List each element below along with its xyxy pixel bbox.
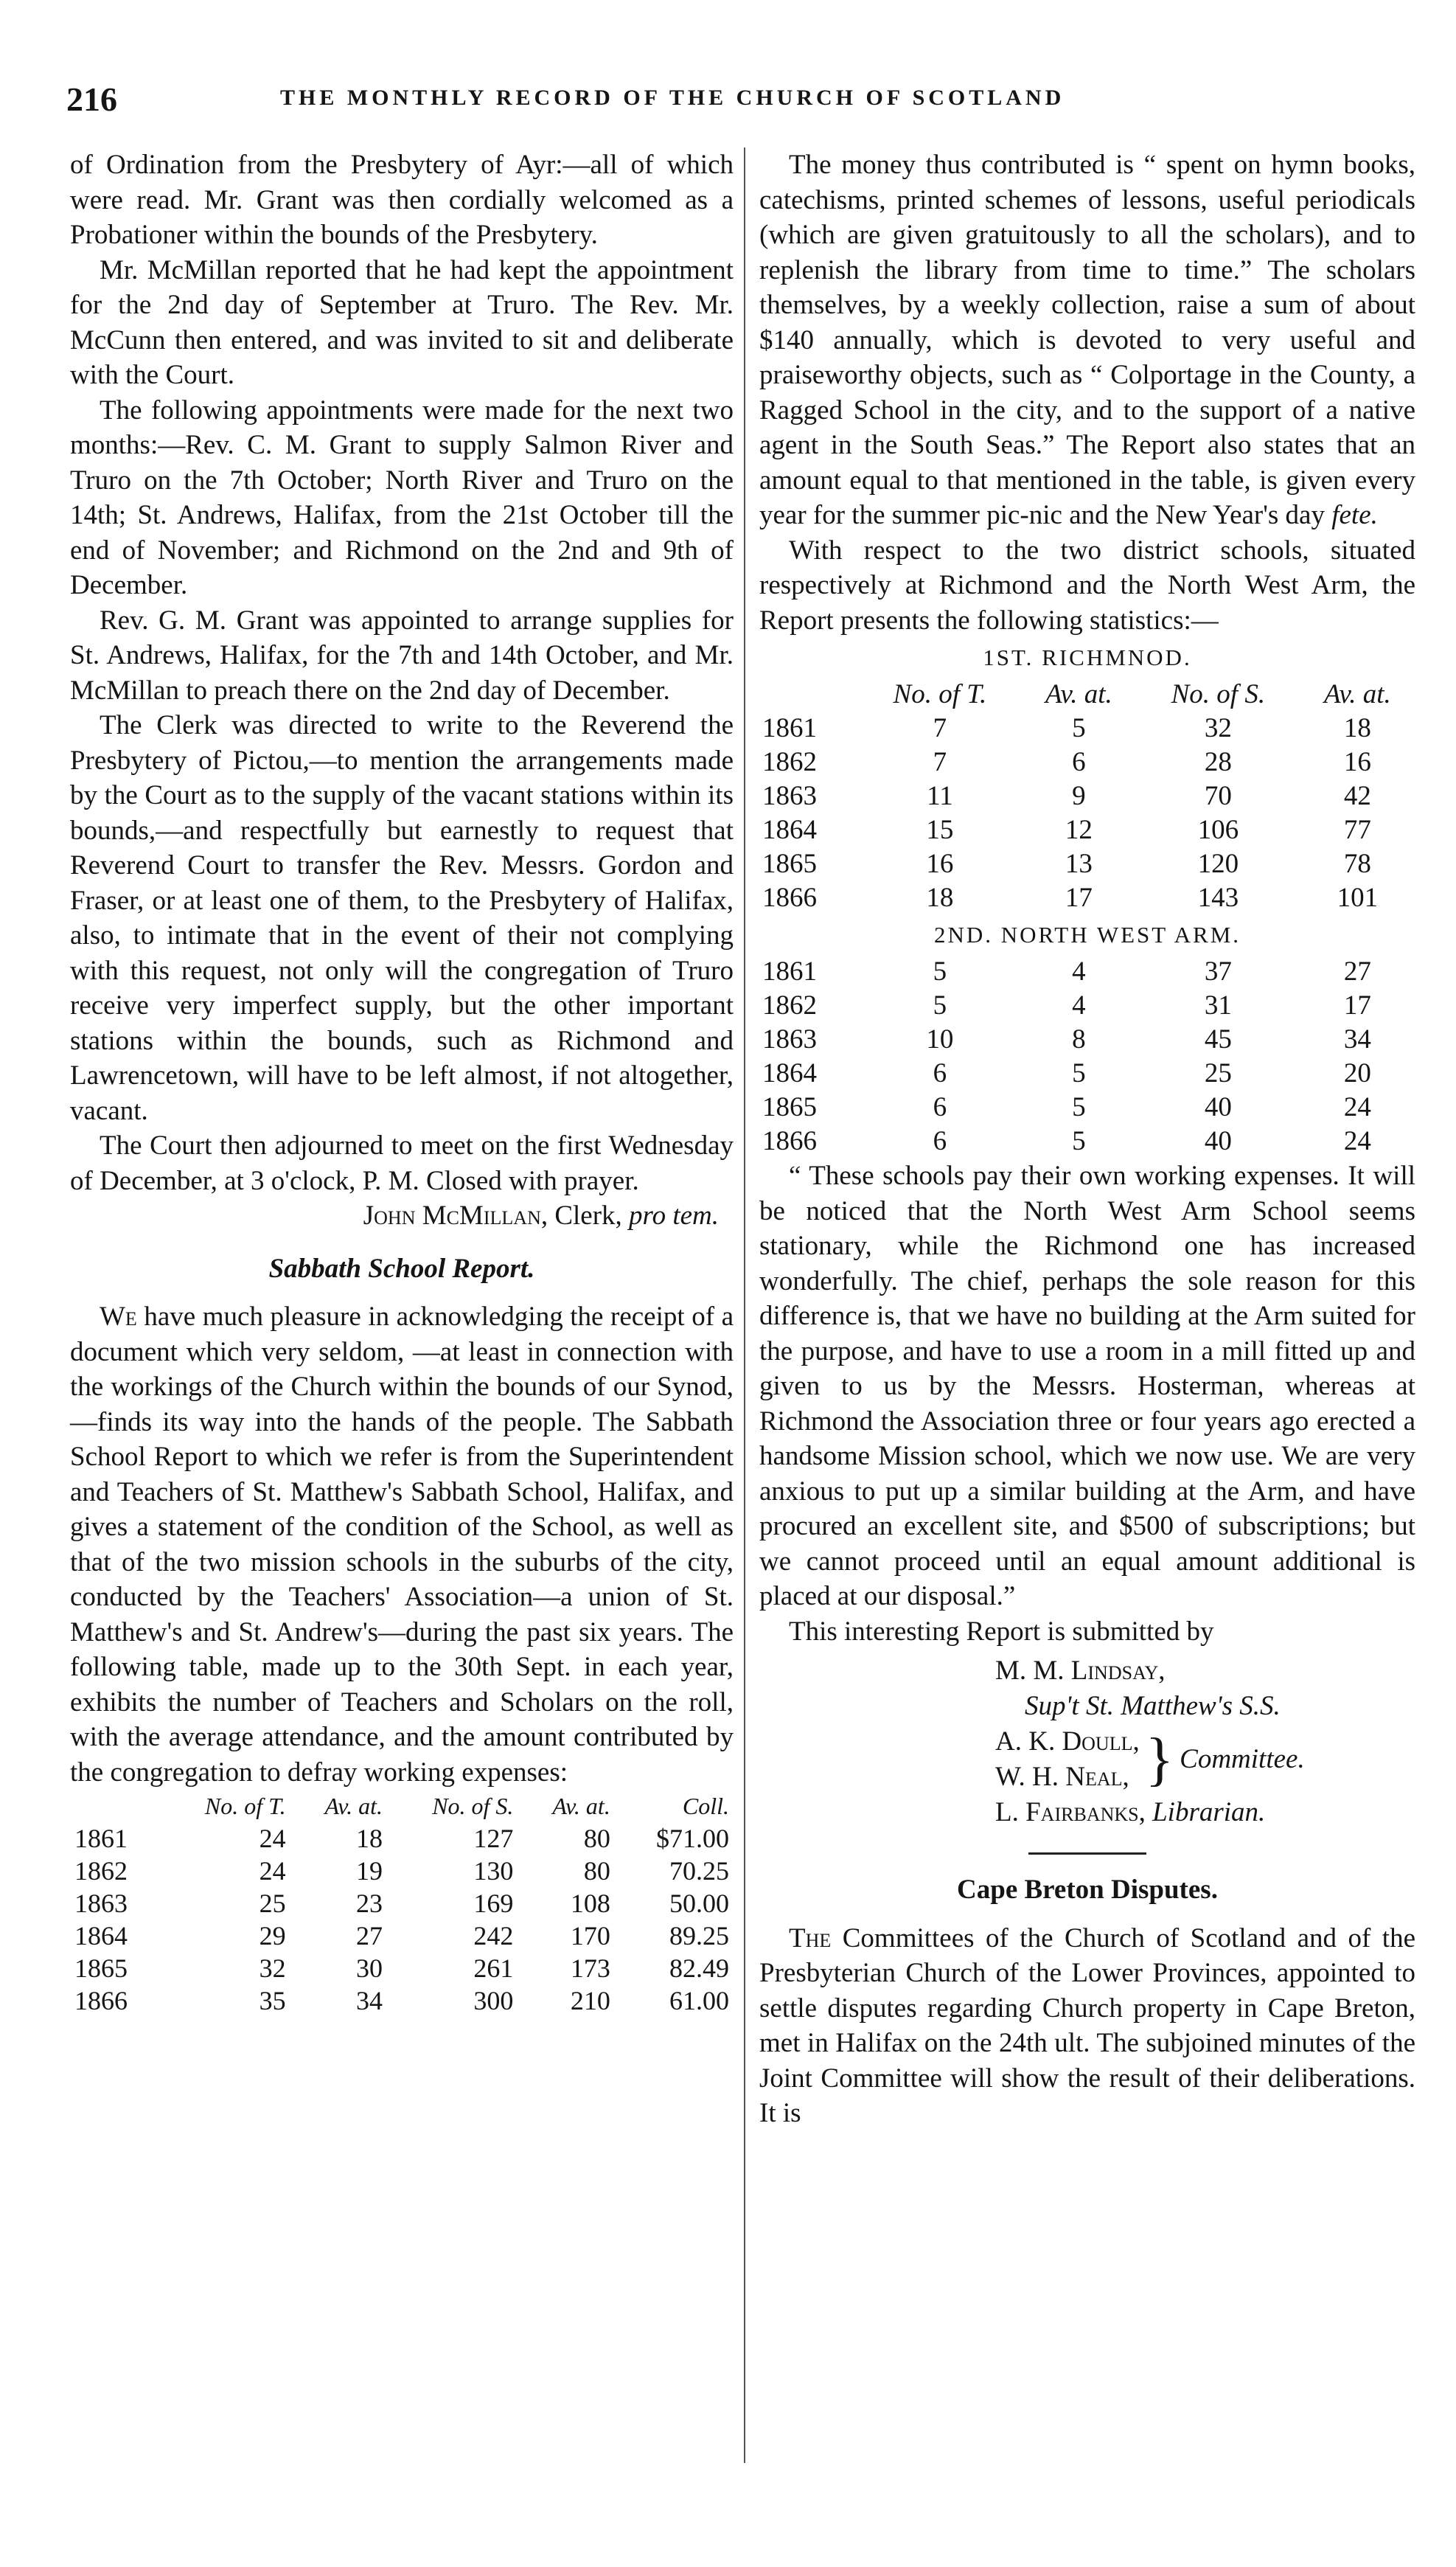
committee-row: [759, 1724, 1415, 1795]
table-cell: 24: [259, 1824, 286, 1853]
signer-name: W. H. Neal,: [995, 1762, 1129, 1792]
signer-row: [759, 1653, 1415, 1689]
table-cell: 50.00: [669, 1889, 729, 1918]
table-cell: 70.25: [669, 1856, 729, 1886]
table-cell: $71.00: [656, 1824, 729, 1853]
table-cell: 30: [355, 1953, 383, 1983]
table-cell: 40: [1204, 1126, 1232, 1156]
table-cell: 1864: [74, 1921, 128, 1951]
table-cell: 242: [473, 1921, 514, 1951]
table-cell: 1865: [762, 849, 817, 879]
table-cell: 6: [933, 1058, 947, 1088]
table-cell: 169: [473, 1889, 514, 1918]
table-cell: 261: [473, 1953, 514, 1983]
table-row: [70, 1822, 734, 1855]
table-cell: 6: [933, 1092, 947, 1122]
table-cell: 27: [355, 1921, 383, 1951]
table-row: [759, 1125, 1415, 1159]
table-cell: 28: [1204, 747, 1232, 777]
table-cell: 5: [1072, 713, 1086, 743]
table-cell: 1862: [762, 990, 817, 1021]
table-cell: 7: [933, 713, 947, 743]
table-row: [759, 813, 1415, 847]
running-title: THE MONTHLY RECORD OF THE CHURCH OF SCOTLAND: [280, 86, 1065, 110]
page-number: 216: [66, 80, 117, 118]
table-cell: 24: [259, 1856, 286, 1886]
table-cell: 40: [1204, 1092, 1232, 1122]
table-section-row: [759, 915, 1415, 955]
table-cell: 1865: [762, 1092, 817, 1122]
table-cell: 17: [1065, 883, 1093, 913]
paragraph: With respect to the two district schools, situated respectively at Richmond and the North West Arm, the Report presents the following statistics:—: [759, 535, 1415, 636]
table-cell: 82.49: [669, 1953, 729, 1983]
signers-block: [759, 1653, 1415, 1830]
table-cell: 1863: [74, 1889, 128, 1918]
table-cell: 1863: [762, 781, 817, 811]
table-cell: 25: [259, 1889, 286, 1918]
committee-names: [995, 1724, 1140, 1795]
table-cell: 9: [1072, 781, 1086, 811]
paragraph: The Clerk was directed to write to the Reverend the Presbytery of Pictou,—to mention the arrangements made by the Court as to the supply of the vacant stations within its bounds,—and respectfully but earnestly to request that Reverend Court to transfer the Rev. Messrs. Gordon and Fraser, or at least one of them, to the Presbytery of Halifax, also, to intimate that in the event of their not complying with this request, not only will the congregation of Truro receive very imperfect supply, but the other important stations within the bounds, such as Richmond and Lawrencetown, will have to be left almost, if not altogether, vacant.: [70, 710, 734, 1126]
table-cell: 1865: [74, 1953, 128, 1983]
table-cell: 1864: [762, 1058, 817, 1088]
table-body: [70, 1822, 734, 2017]
table-cell: 27: [1343, 956, 1371, 987]
table-cell: 5: [1072, 1092, 1086, 1122]
paragraph: Rev. G. M. Grant was appointed to arrange supplies for St. Andrews, Halifax, for the 7th and 14th October, and Mr. McMillan to preach there on the 2nd day of December.: [70, 605, 734, 706]
table-row: [759, 712, 1415, 746]
table-cell: 45: [1204, 1024, 1232, 1055]
table-section-row: [759, 638, 1415, 678]
table-cell: 32: [1204, 713, 1232, 743]
left-column: [70, 147, 734, 2017]
table-header: Av. at.: [1045, 679, 1112, 709]
table-row: [759, 1057, 1415, 1091]
table-cell: 13: [1065, 849, 1093, 879]
table-cell: 16: [1343, 747, 1371, 777]
table-cell: 7: [933, 747, 947, 777]
table-header: No. of S.: [432, 1793, 514, 1819]
table-cell: 11: [927, 781, 953, 811]
paragraph: [759, 147, 1415, 533]
table-cell: 20: [1343, 1058, 1371, 1088]
table-cell: 1866: [762, 883, 817, 913]
table-row: [70, 1984, 734, 2017]
signer-row: [759, 1689, 1415, 1724]
table-header: [70, 1790, 160, 1822]
table-header: No. of T.: [204, 1793, 286, 1819]
table-header: Av. at.: [552, 1793, 610, 1819]
table-cell: 1862: [74, 1856, 128, 1886]
column-divider: [744, 147, 745, 2463]
paragraph-body: The money thus contributed is “ spent on hymn books, catechisms, printed schemes of lessons, useful periodicals (which are given gratuitously to all the scholars), and to replenish the library from time to time.” The scholars themselves, by a weekly collection, raise a sum of about $140 annually, which is devoted to very useful and praiseworthy objects, such as “ Colportage in the County, a Ragged School in the city, and to the support of a native agent in the South Seas.” The Report also states that an amount equal to that mentioned in the table, is given every year for the summer pic-nic and the New Year's day: [759, 150, 1415, 530]
paragraph: Mr. McMillan reported that he had kept the appointment for the 2nd day of September at Truro. The Rev. Mr. McCunn then entered, and was invited to sit and deliberate with the Court.: [70, 254, 734, 390]
table-header-row: [759, 678, 1415, 712]
table-row: [70, 1887, 734, 1920]
page-header: [66, 80, 1180, 117]
signature-title: , Clerk,: [540, 1201, 630, 1231]
table-section-label: 2ND. NORTH WEST ARM.: [933, 922, 1241, 948]
section-title-cape-breton: Cape Breton Disputes.: [957, 1875, 1218, 1905]
table-row: [759, 746, 1415, 779]
signer-name: L. Fairbanks,: [995, 1797, 1146, 1827]
table-cell: 78: [1343, 849, 1371, 879]
table-cell: 24: [1343, 1126, 1371, 1156]
table-body: [759, 638, 1415, 1159]
table-cell: 170: [570, 1921, 610, 1951]
table-row: [759, 847, 1415, 881]
table-cell: 34: [1343, 1024, 1371, 1055]
committee-label: Committee.: [1180, 1744, 1305, 1774]
dropcap: We: [100, 1302, 137, 1332]
paragraph-body: Committees of the Church of Scotland and of the Presbyterian Church of the Lower Provinces, appointed to settle disputes regarding Church property in Cape Breton, met in Halifax on the 24th ult. The subjoined minutes of the Joint Committee will show the result of their deliberations. It is: [759, 1922, 1415, 2128]
table-cell: 5: [933, 956, 947, 987]
table-cell: 80: [583, 1824, 610, 1853]
district-schools-table: [759, 638, 1415, 1159]
table-cell: 101: [1337, 883, 1379, 913]
dropcap: The: [789, 1922, 832, 1953]
table-header: Av. at.: [1323, 679, 1391, 709]
table-cell: 143: [1197, 883, 1239, 913]
table-cell: 130: [473, 1856, 514, 1886]
table-cell: 17: [1343, 990, 1371, 1021]
table-cell: 1863: [762, 1024, 817, 1055]
table-cell: 1861: [762, 956, 817, 987]
paragraph: This interesting Report is submitted by: [789, 1616, 1214, 1647]
table-cell: 8: [1072, 1024, 1086, 1055]
table-cell: 35: [259, 1986, 286, 2015]
table-cell: 5: [1072, 1126, 1086, 1156]
table-cell: 25: [1204, 1058, 1232, 1088]
table-cell: 61.00: [669, 1986, 729, 2015]
table-cell: 29: [259, 1921, 286, 1951]
table-cell: 300: [473, 1986, 514, 2015]
table-cell: 24: [1343, 1092, 1371, 1122]
table-header-row: [70, 1790, 734, 1822]
clerk-signature: [70, 1198, 734, 1234]
paragraph-body: have much pleasure in acknowledging the receipt of a document which very seldom, —at least in connection with the workings of the Church within the bounds of our Synod,—finds its way into the hands of the people. The Sabbath School Report to which we refer is from the Superintendent and Teachers of St. Matthew's Sabbath School, Halifax, and gives a statement of the condition of the School, as well as that of the two mission schools in the suburbs of the city, conducted by the Teachers' Association—a union of St. Matthew's and St. Andrew's—during the past six years. The following table, made up to the 30th Sept. in each year, exhibits the number of Teachers and Scholars on the roll, with the average attendance, and the amount contributed by the congregation to defray working expenses:: [70, 1302, 734, 1788]
table-cell: 10: [926, 1024, 954, 1055]
table-row: [759, 989, 1415, 1023]
paragraph: The Court then adjourned to meet on the first Wednesday of December, at 3 o'clock, P. M. Closed with prayer.: [70, 1130, 734, 1196]
signature-name: John McMillan: [363, 1201, 541, 1231]
table-cell: 127: [473, 1824, 514, 1853]
table-cell: 80: [583, 1856, 610, 1886]
table-row: [759, 779, 1415, 813]
table-section-label: 1ST. RICHMNOD.: [983, 645, 1192, 670]
table-cell: 1862: [762, 747, 817, 777]
table-row: [759, 955, 1415, 989]
table-cell: 173: [570, 1953, 610, 1983]
section-divider: [1028, 1852, 1146, 1855]
signer-name: A. K. Doull,: [995, 1726, 1140, 1757]
table-cell: 32: [259, 1953, 286, 1983]
table-cell: 1866: [74, 1986, 128, 2015]
signer-role: Sup't St. Matthew's S.S.: [1025, 1691, 1281, 1721]
table-cell: 1864: [762, 815, 817, 845]
table-cell: 106: [1197, 815, 1239, 845]
table-header: No. of T.: [893, 679, 987, 709]
table-cell: 77: [1343, 815, 1371, 845]
table-cell: 18: [355, 1824, 383, 1853]
table-cell: 1861: [74, 1824, 128, 1853]
table-row: [70, 1855, 734, 1887]
table-cell: 108: [570, 1889, 610, 1918]
table-row: [70, 1952, 734, 1984]
signer-row: [759, 1795, 1415, 1830]
table-cell: 23: [355, 1889, 383, 1918]
table-header: Av. at.: [324, 1793, 383, 1819]
table-cell: 18: [926, 883, 954, 913]
table-cell: 6: [1072, 747, 1086, 777]
table-cell: 42: [1343, 781, 1371, 811]
table-row: [70, 1920, 734, 1952]
table-cell: 6: [933, 1126, 947, 1156]
table-cell: 4: [1072, 990, 1086, 1021]
table-cell: 210: [570, 1986, 610, 2015]
table-cell: 15: [926, 815, 954, 845]
paragraph: [759, 1921, 1415, 2131]
sabbath-school-table: [70, 1790, 734, 2017]
brace-icon: }: [1145, 1727, 1174, 1792]
table-cell: 19: [355, 1856, 383, 1886]
section-title-sabbath-school: Sabbath School Report.: [268, 1253, 535, 1284]
italic-word: fete.: [1331, 500, 1378, 530]
table-cell: 37: [1204, 956, 1232, 987]
paragraph: [70, 1299, 734, 1790]
table-header: Coll.: [682, 1793, 729, 1819]
table-cell: 4: [1072, 956, 1086, 987]
table-cell: 5: [933, 990, 947, 1021]
table-cell: 70: [1204, 781, 1232, 811]
table-row: [759, 881, 1415, 915]
table-cell: 120: [1197, 849, 1239, 879]
table-cell: 1861: [762, 713, 817, 743]
table-cell: 89.25: [669, 1921, 729, 1951]
signer-name: M. M. Lindsay,: [995, 1656, 1166, 1686]
paragraph: “ These schools pay their own working expenses. It will be noticed that the North West Arm School seems stationary, while the Richmond one has increased wonderfully. The chief, perhaps the sole reason for this difference is, that we have no building at the Arm suited for the purpose, and have to use a room in a mill fitted up and given to us by the Messrs. Hosterman, whereas at Richmond the Association three or four years ago erected a handsome Mission school, which we now use. We are very anxious to put up a similar building at the Arm, and have procured an excellent site, and $500 of subscriptions; but we cannot proceed until an equal amount additional is placed at our disposal.”: [759, 1161, 1415, 1611]
table-row: [759, 1023, 1415, 1057]
table-cell: 31: [1204, 990, 1232, 1021]
paragraph: of Ordination from the Presbytery of Ayr:—all of which were read. Mr. Grant was then cordially welcomed as a Probationer within the bounds of the Presbytery.: [70, 150, 734, 250]
table-header: No. of S.: [1171, 679, 1266, 709]
table-cell: 5: [1072, 1058, 1086, 1088]
table-row: [759, 1091, 1415, 1125]
table-cell: 34: [355, 1986, 383, 2015]
table-cell: 16: [926, 849, 954, 879]
table-cell: 12: [1065, 815, 1093, 845]
table-cell: 1866: [762, 1126, 817, 1156]
table-cell: 18: [1343, 713, 1371, 743]
right-column: [759, 147, 1415, 2131]
signer-role: Librarian.: [1152, 1797, 1266, 1827]
signature-note: pro tem.: [629, 1201, 719, 1231]
table-header: [759, 678, 859, 712]
paragraph: The following appointments were made for the next two months:—Rev. C. M. Grant to supply Salmon River and Truro on the 7th October; North River and Truro on the 14th; St. Andrews, Halifax, from the 21st October till the end of November; and Richmond on the 2nd and 9th of December.: [70, 395, 734, 600]
